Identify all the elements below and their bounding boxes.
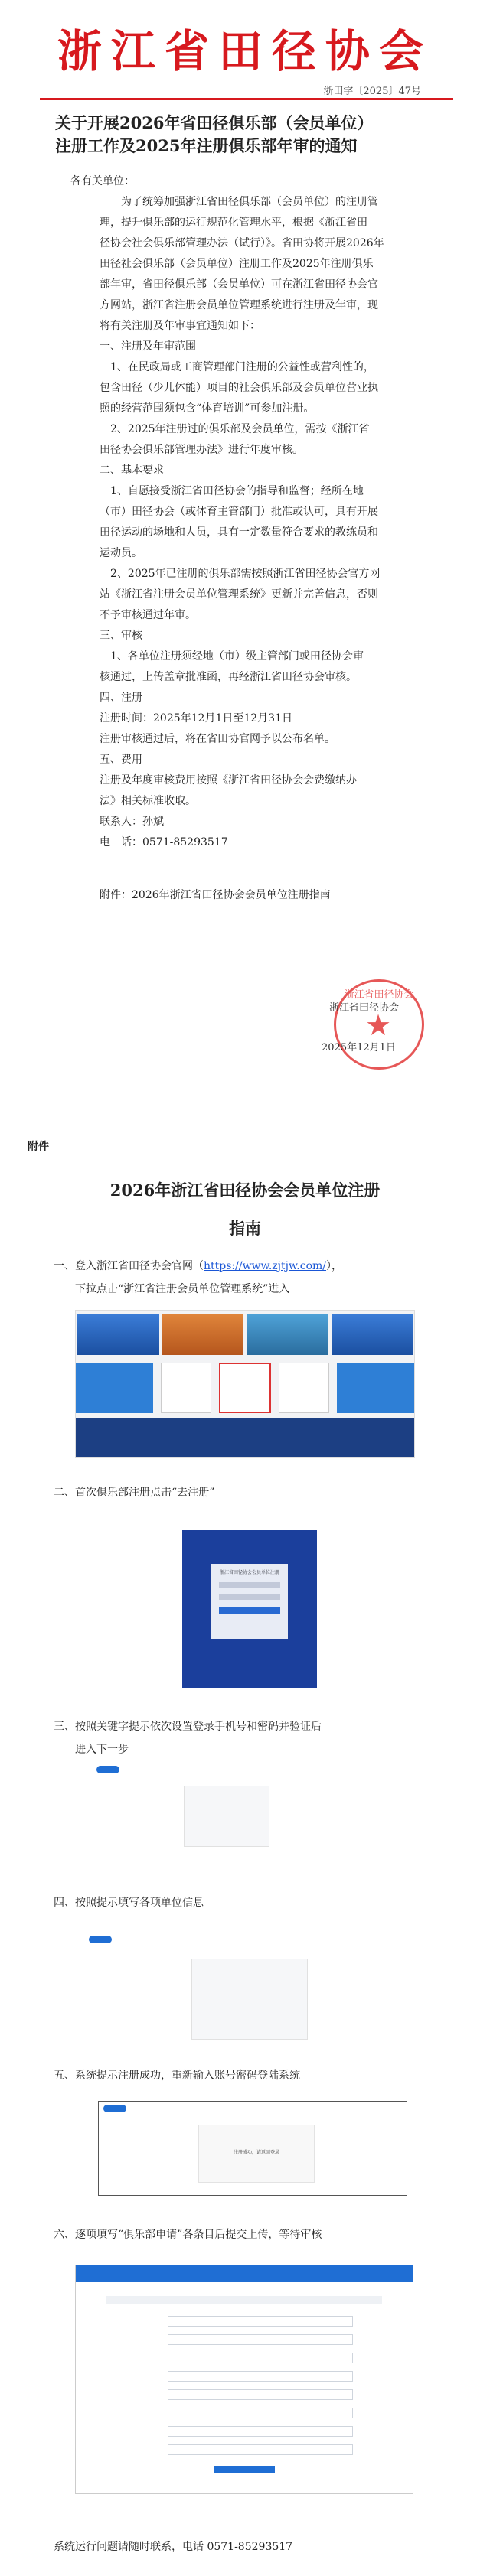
section-2-heading: 二、基本要求 [100,464,164,477]
section-3-heading: 三、审核 [100,630,142,642]
notice-title [55,112,453,158]
form-field[interactable] [168,2389,353,2400]
unit-info-panel [191,1959,308,2040]
section-4-paragraph-1: 注册时间：2025年12月1日至12月31日 [100,712,292,725]
step-2: 二、首次俱乐部注册点击“去注册” [54,1487,215,1499]
salutation: 各有关单位： [70,175,135,187]
banner-tile [162,1314,244,1355]
section-3-paragraph-1 [100,646,404,688]
notice-title-line2: 注册工作及2025年注册俱乐部年审的通知 [55,136,358,155]
paragraph-line: 不予审核通过年审。 [100,609,196,621]
paragraph-line: （市）田径协会（或体育主管部门）批准或认可，具有开展 [100,506,378,518]
step-4: 四、按照提示填写各项单位信息 [54,1897,204,1909]
unit-info-screenshot [84,1934,352,2041]
form-field[interactable] [168,2353,353,2363]
club-application-screenshot [75,2265,413,2494]
step-3-line-2: 进入下一步 [75,1744,129,1756]
form-field[interactable] [168,2444,353,2455]
paragraph-line: 照的经营范围须包含“体育培训”可参加注册。 [100,402,315,415]
register-login-screenshot [182,1530,317,1688]
login-input[interactable] [219,1594,280,1600]
step-5: 五、系统提示注册成功，重新输入账号密码登陆系统 [54,2070,300,2082]
guide-title-line2: 指南 [229,1219,261,1238]
system-logo-icon [96,1766,119,1773]
step-6: 六、逐项填写“俱乐部申请”各条目后提交上传，等待审核 [54,2229,322,2241]
system-card [161,1363,211,1413]
form-field[interactable] [168,2426,353,2437]
paragraph-line: 田径协会俱乐部管理办法》进行年度审核。 [100,444,303,456]
form-field[interactable] [168,2334,353,2345]
success-message: 注册成功，请返回登录 [233,2150,279,2155]
official-site-link[interactable]: https://www.zjtjw.com/ [204,1260,327,1272]
step-1-text-b: ）， [326,1260,343,1272]
website-banner [76,1311,414,1358]
paragraph-line: 1、在民政局或工商管理部门注册的公益性或营利性的， [110,361,374,373]
section-5-heading: 五、费用 [100,754,142,766]
intro-line: 为了统筹加强浙江省田径俱乐部（会员单位）的注册管 [121,196,378,208]
paragraph-line: 运动员。 [100,547,142,559]
paragraph-line: 田径运动的场地和人员，具有一定数量符合要求的教练员和 [100,526,378,539]
section-5-paragraph-1 [100,770,404,812]
step-1 [54,1255,436,1301]
intro-line: 部年审，省田径俱乐部（会员单位）可在浙江省田径协会官 [100,278,378,291]
phone-setup-screenshot [92,1764,352,1848]
header-divider [40,98,453,100]
contact-person: 联系人：孙斌 [100,816,164,828]
paragraph-line: 注册及年度审核费用按照《浙江省田径协会会费缴纳办 [100,774,357,786]
step-3 [54,1715,436,1761]
section-4-heading: 四、注册 [100,692,142,704]
step-3-line-1: 三、按照关键字提示依次设置登录手机号和密码并验证后 [54,1721,322,1733]
banner-tile [332,1314,413,1355]
system-card [279,1363,329,1413]
intro-line: 将有关注册及年审事宜通知如下： [100,320,260,332]
paragraph-line: 法》相关标准收取。 [100,795,196,807]
appendix-label: 附件 [28,1141,49,1153]
paragraph-line: 包含田径（少儿体能）项目的社会俱乐部及会员单位营业执 [100,382,378,394]
system-card [76,1363,153,1413]
section-2-paragraph-2 [100,564,404,626]
section-4-paragraph-2: 注册审核通过后，将在省田协官网予以公布名单。 [100,733,335,745]
system-logo-icon [103,2105,126,2112]
intro-line: 方网站，浙江省注册会员单位管理系统进行注册及年审，现 [100,299,378,311]
paragraph-line: 站《浙江省注册会员单位管理系统》更新并完善信息，否则 [100,588,378,601]
form-field[interactable] [168,2316,353,2327]
paragraph-line: 1、各单位注册须经地（市）级主管部门或田径协会审 [110,650,364,663]
paragraph-line: 2、2025年已注册的俱乐部需按照浙江省田径协会官方网 [110,568,381,580]
website-system-links [76,1363,414,1413]
website-footer [76,1418,414,1457]
intro-line: 径协会社会俱乐部管理办法（试行）》。省田协将开展2026年 [100,237,384,249]
register-success-screenshot [98,2101,407,2196]
paragraph-line: 核通过，上传盖章批准函，再经浙江省田径协会审核。 [100,671,357,683]
section-2-paragraph-1 [100,481,404,564]
document-number: 浙田字〔2025〕47号 [323,86,421,97]
form-field[interactable] [168,2371,353,2382]
intro-line: 理，提升俱乐部的运行规范化管理水平，根据《浙江省田 [100,217,368,229]
paragraph-line: 1、自愿接受浙江省田径协会的指导和监督；经所在地 [110,485,364,497]
banner-tile [77,1314,159,1355]
website-screenshot [75,1310,415,1458]
section-1-heading: 一、注册及年审范围 [100,340,196,353]
signature-org: 浙江省田径协会 [329,1002,400,1014]
phone-setup-panel [184,1786,270,1847]
success-panel [198,2125,315,2183]
login-form [211,1564,288,1639]
step-1-text-a: 一、登入浙江省田径协会官网（ [54,1260,204,1272]
system-logo-icon [89,1936,112,1943]
system-card [337,1363,414,1413]
intro-paragraph [100,192,404,337]
form-row [106,2296,382,2304]
banner-tile [247,1314,328,1355]
login-button[interactable] [219,1607,280,1614]
submit-button[interactable] [214,2466,275,2473]
paragraph-line: 2、2025年注册过的俱乐部及会员单位，需按《浙江省 [110,423,370,435]
org-name-heading: 浙江省田径协会 [57,25,433,77]
form-field[interactable] [168,2408,353,2418]
section-1-paragraph-1 [100,357,404,419]
login-input[interactable] [219,1582,280,1588]
system-header-bar [76,2265,413,2282]
contact-phone: 电 话：0571-85293517 [100,836,228,848]
guide-title-line1: 2026年浙江省田径协会会员单位注册 [109,1181,381,1200]
seal-star-icon: ★ [365,1008,392,1042]
official-seal [334,979,424,1070]
section-1-paragraph-2 [100,419,404,461]
seal-text: 浙江省田径协会 [344,989,414,1001]
member-system-card[interactable] [219,1363,271,1413]
support-contact: 系统运行问题请随时联系，电话 0571-85293517 [54,2541,293,2553]
step-1-line-2: 下拉点击“浙江省注册会员单位管理系统”进入 [75,1283,290,1295]
signature-date: 2025年12月1日 [322,1042,396,1054]
intro-line: 田径社会俱乐部（会员单位）注册工作及2025年注册俱乐 [100,258,374,270]
notice-title-line1: 关于开展2026年省田径俱乐部（会员单位） [55,113,374,132]
attachment-note: 附件：2026年浙江省田径协会会员单位注册指南 [100,889,331,901]
login-form-heading: 浙江省田径协会会员单位注册 [219,1570,279,1575]
